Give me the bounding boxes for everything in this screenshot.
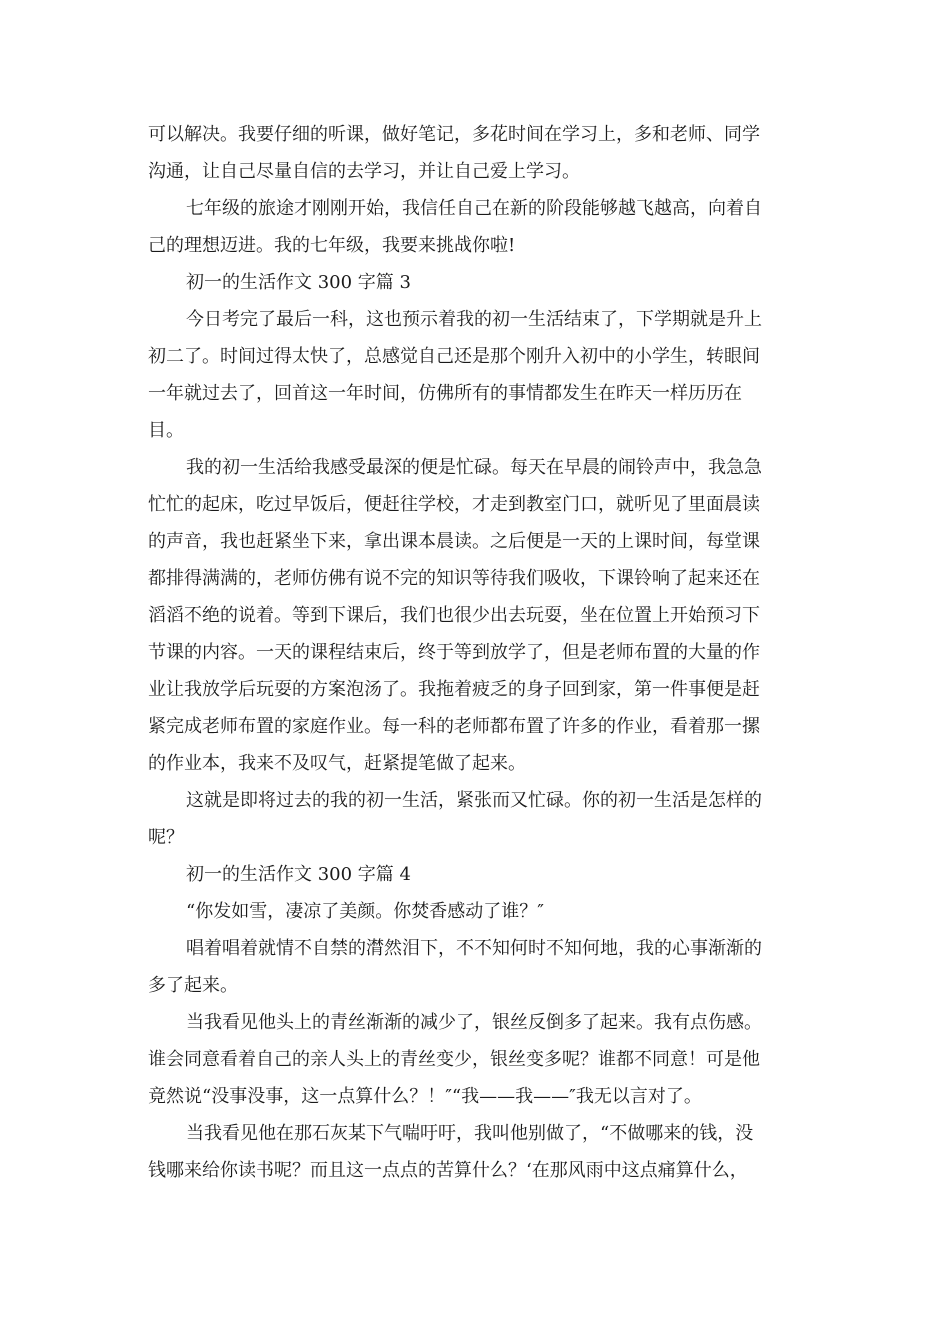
text-line: 沟通，让自己尽量自信的去学习，并让自己爱上学习。 (148, 161, 580, 182)
text-line: “你发如雪，凄凉了美颜。你焚香感动了谁？″ (186, 901, 544, 922)
text-line: 钱哪来给你读书呢？而且这一点点的苦算什么？‘在那风雨中这点痛算什么， (148, 1160, 748, 1181)
text-line: 节课的内容。一天的课程结束后，终于等到放学了，但是老师布置的大量的作 (148, 642, 760, 663)
text-line: 滔滔不绝的说着。等到下课后，我们也很少出去玩耍，坐在位置上开始预习下 (148, 605, 760, 626)
text-line: 多了起来。 (148, 975, 238, 996)
section-heading: 初一的生活作文 300 字篇 3 (186, 272, 411, 293)
text-line: 一年就过去了，回首这一年时间，仿佛所有的事情都发生在昨天一样历历在 (148, 383, 742, 404)
text-line: 这就是即将过去的我的初一生活，紧张而又忙碌。你的初一生活是怎样的 (186, 790, 762, 811)
text-line: 可以解决。我要仔细的听课，做好笔记，多花时间在学习上，多和老师、同学 (148, 124, 760, 145)
text-line: 紧完成老师布置的家庭作业。每一科的老师都布置了许多的作业，看着那一摞 (148, 716, 760, 737)
text-line: 唱着唱着就情不自禁的潸然泪下，不不知何时不知何地，我的心事渐渐的 (186, 938, 762, 959)
text-line: 当我看见他头上的青丝渐渐的减少了，银丝反倒多了起来。我有点伤感。 (186, 1012, 762, 1033)
text-line: 的作业本，我来不及叹气，赶紧提笔做了起来。 (148, 753, 526, 774)
text-line: 呢？ (148, 827, 184, 848)
text-line: 己的理想迈进。我的七年级，我要来挑战你啦! (148, 235, 516, 256)
text-line: 我的初一生活给我感受最深的便是忙碌。每天在早晨的闹铃声中，我急急 (186, 457, 762, 478)
text-line: 目。 (148, 420, 184, 441)
text-line: 谁会同意看着自己的亲人头上的青丝变少，银丝变多呢？谁都不同意！可是他 (148, 1049, 760, 1070)
text-line: 业让我放学后玩耍的方案泡汤了。我拖着疲乏的身子回到家，第一件事便是赶 (148, 679, 760, 700)
text-line: 的声音，我也赶紧坐下来，拿出课本晨读。之后便是一天的上课时间，每堂课 (148, 531, 760, 552)
text-line: 今日考完了最后一科，这也预示着我的初一生活结束了，下学期就是升上 (186, 309, 762, 330)
text-line: 七年级的旅途才刚刚开始，我信任自己在新的阶段能够越飞越高，向着自 (186, 198, 762, 219)
section-heading: 初一的生活作文 300 字篇 4 (186, 864, 411, 885)
text-line: 初二了。时间过得太快了，总感觉自己还是那个刚升入初中的小学生，转眼间 (148, 346, 760, 367)
document-page (148, 116, 804, 1189)
text-line: 都排得满满的，老师仿佛有说不完的知识等待我们吸收，下课铃响了起来还在 (148, 568, 760, 589)
text-line: 竟然说“没事没事，这一点算什么？！″“我——我——″我无以言对了。 (148, 1086, 702, 1107)
text-line: 当我看见他在那石灰某下气喘吁吁，我叫他别做了，“不做哪来的钱，没 (186, 1123, 754, 1144)
text-line: 忙忙的起床，吃过早饭后，便赶往学校，才走到教室门口，就听见了里面晨读 (148, 494, 760, 515)
